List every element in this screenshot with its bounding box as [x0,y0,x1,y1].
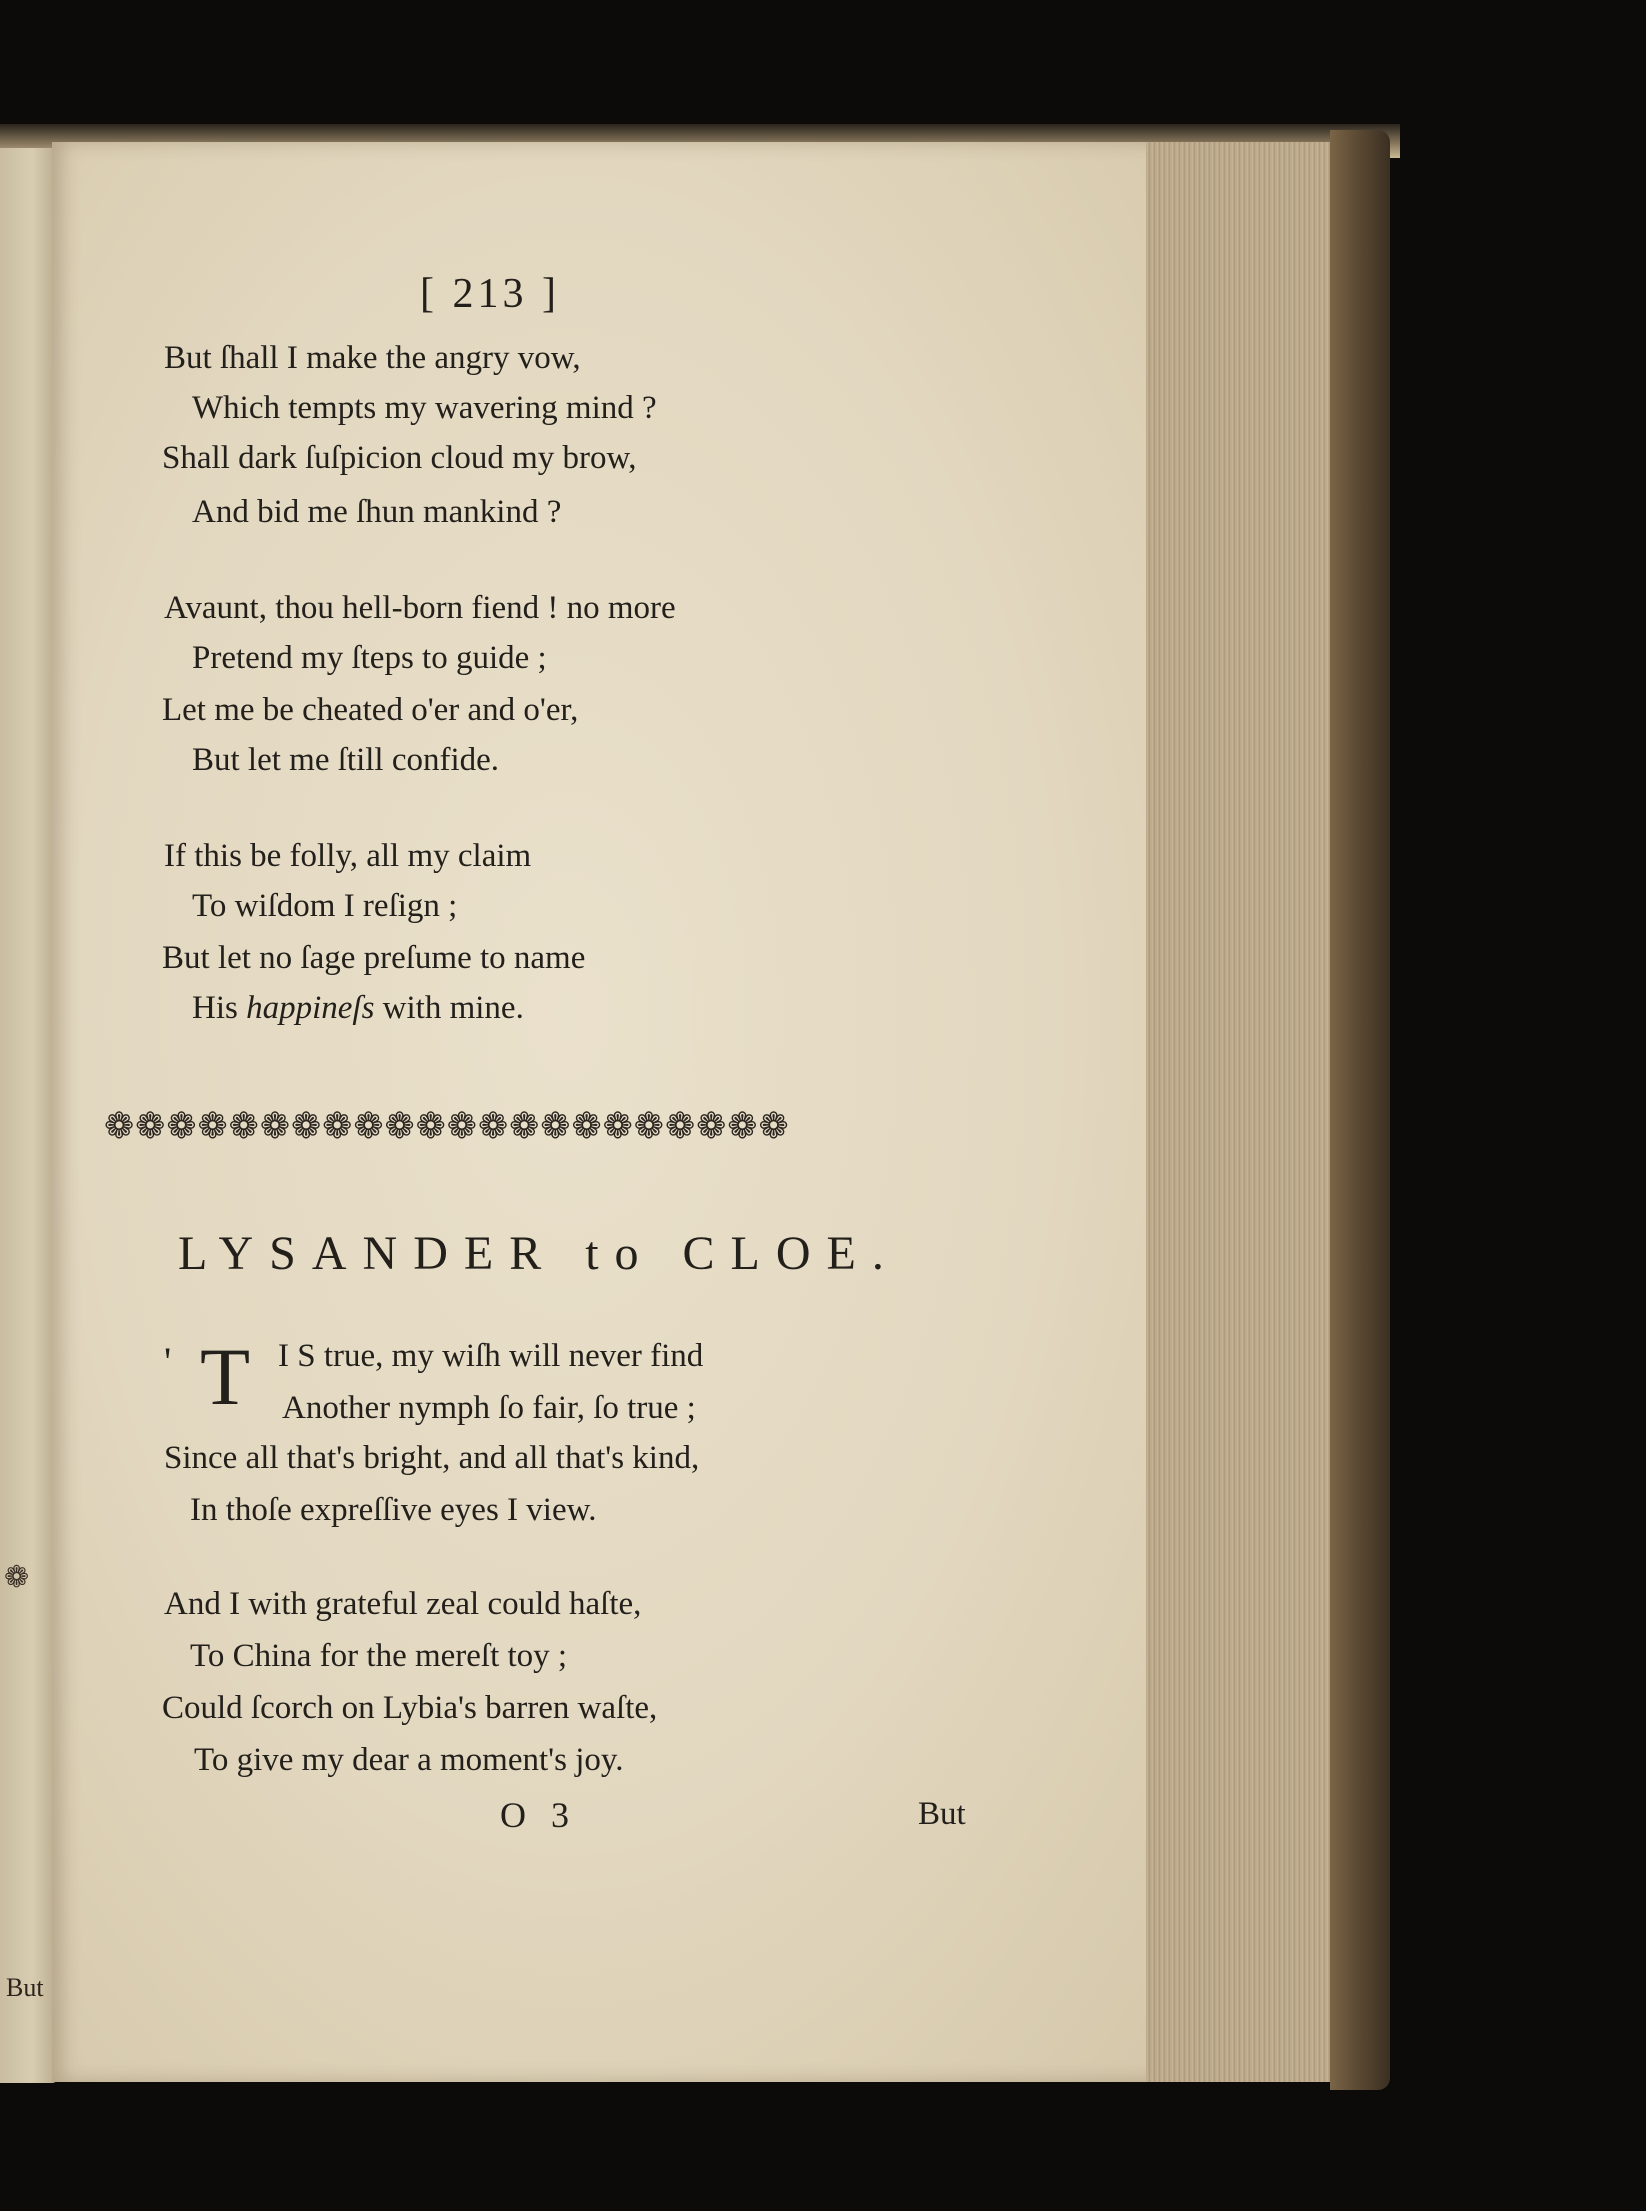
drop-cap: T [200,1331,251,1422]
poem-line: And I with grateful zeal could haſte, [164,1586,642,1622]
page-number: [ 213 ] [420,271,560,317]
poem-line: Since all that's bright, and all that's kind, [164,1440,700,1476]
poem-title: LYSANDER to CLOE. [178,1227,900,1280]
poem-line: In thoſe expreſſive eyes I view. [190,1492,597,1528]
left-page-catchword: But [6,1973,44,2002]
poem-line: And bid me ſhun mankind ? [192,494,562,530]
poem-line: To China for the mereſt toy ; [190,1638,568,1674]
poem-line: Avaunt, thou hell-born fiend ! no more [164,590,676,626]
poem-line-prefix: His [192,990,247,1026]
page-stack-edge [1146,142,1336,2082]
drop-quote: ' [164,1339,172,1384]
catchword: But [918,1796,966,1832]
poem-line: But let no ſage preſume to name [162,940,586,976]
poem-line: Shall dark ſuſpicion cloud my brow, [162,440,637,476]
poem-line: But let me ſtill confide. [192,742,500,778]
poem-line: Another nymph ſo fair, ſo true ; [282,1390,696,1426]
left-page-ornament: ❁ [4,1560,30,1595]
left-page-edge [0,148,58,2083]
poem-line-last [192,992,524,1025]
poem-line-italic: happineſs [246,990,375,1026]
poem-line: Let me be cheated o'er and o'er, [162,692,579,728]
poem-line: If this be folly, all my claim [164,838,532,874]
poem-line: Which tempts my wavering mind ? [192,390,657,426]
poem-line-suffix: with mine. [374,990,524,1026]
poem-line: Could ſcorch on Lybia's barren waſte, [162,1690,658,1726]
poem-line: To give my dear a moment's joy. [194,1742,624,1778]
signature-mark: O 3 [500,1795,577,1835]
poem-line: But ſhall I make the angry vow, [164,340,581,376]
book-cover-edge [1330,130,1390,2090]
ornament-divider: ❁❁❁❁❁❁❁❁❁❁❁❁❁❁❁❁❁❁❁❁❁❁ [104,1106,790,1147]
poem-line: Pretend my ſteps to guide ; [192,640,547,676]
poem-line: I S true, my wiſh will never find [278,1338,704,1374]
poem-line: To wiſdom I reſign ; [192,888,458,924]
